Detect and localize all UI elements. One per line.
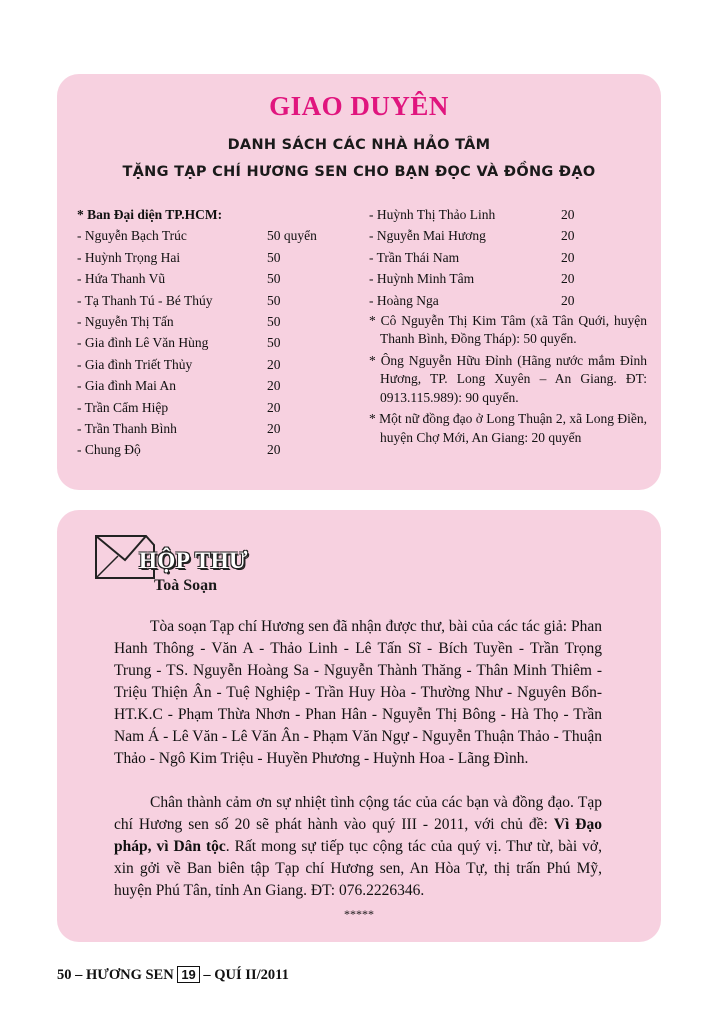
donor-name: - Nguyễn Mai Hương	[369, 228, 486, 244]
issue-number-badge: 19	[177, 966, 199, 983]
donor-amount: 20	[267, 399, 281, 415]
donor-column-left	[77, 204, 377, 461]
donor-entry	[77, 332, 377, 353]
donor-entry	[369, 204, 647, 225]
paragraph-text-start: Chân thành cảm ơn sự nhiệt tình cộng tác của các bạn và đồng đạo. Tạp chí Hương sen số 20 sẽ phát hành vào quý III - 2011, với chủ đề:	[114, 794, 602, 833]
page-footer	[57, 966, 289, 984]
end-ornament: *****	[344, 907, 374, 921]
donor-amount: 50	[267, 335, 281, 351]
donor-name: - Hoàng Nga	[369, 292, 439, 308]
donor-entry	[369, 268, 647, 289]
mailbox-panel	[57, 510, 661, 942]
theme-bold-text: Vì Đạo pháp, vì Dân tộc	[114, 816, 602, 855]
donor-entry	[369, 290, 647, 311]
mailbox-title: HỘP THƯ	[139, 548, 248, 573]
mailbox-paragraph-2	[114, 792, 602, 902]
donor-column-right	[369, 204, 647, 450]
donor-entry	[77, 225, 377, 246]
donor-entry	[77, 397, 377, 418]
donor-name: - Gia đình Mai An	[77, 378, 176, 394]
donor-entry	[77, 311, 377, 332]
donor-amount: 50	[267, 313, 281, 329]
donor-entry	[369, 247, 647, 268]
donor-name: - Gia đình Triết Thủy	[77, 356, 193, 372]
donor-name: - Huỳnh Thị Thảo Linh	[369, 207, 496, 222]
donor-amount: 20	[561, 228, 575, 244]
donor-group-heading: * Ban Đại diện TP.HCM:	[77, 207, 223, 222]
donor-name: - Gia đình Lê Văn Hùng	[77, 335, 209, 351]
donor-amount: 50	[267, 249, 281, 265]
section-subtitle-1: DANH SÁCH CÁC NHÀ HẢO TÂM	[227, 137, 491, 153]
donor-amount: 50 quyển	[267, 228, 317, 244]
paragraph-text-end: . Rất mong sự tiếp tục cộng tác của quý vị. Thư từ, bài vở, xin gởi về Ban biên tập Tạp chí Hương sen, An Hòa Tự, thị trấn Phú Mỹ, huyện Phú Tân, tỉnh An Giang. ĐT: 076.2226346.	[114, 838, 602, 899]
donor-amount: 20	[267, 356, 281, 372]
donor-name: - Nguyễn Bạch Trúc	[77, 228, 187, 244]
donor-entry	[77, 290, 377, 311]
footer-page-prefix: 50 – HƯƠNG SEN	[57, 967, 174, 983]
donor-amount: 20	[561, 292, 575, 308]
donor-name: - Trần Thanh Bình	[77, 420, 177, 436]
donor-note: * Cô Nguyễn Thị Kim Tâm (xã Tân Quới, huyện Thanh Bình, Đồng Tháp): 50 quyển.	[369, 312, 647, 347]
donor-amount: 20	[267, 442, 281, 458]
donor-amount: 20	[561, 207, 575, 222]
donor-note: * Một nữ đồng đạo ở Long Thuận 2, xã Long Điền, huyện Chợ Mới, An Giang: 20 quyển	[369, 411, 647, 445]
donor-amount: 20	[561, 271, 575, 287]
donor-name: - Huỳnh Trọng Hai	[77, 249, 181, 265]
mailbox-subtitle: Toà Soạn	[154, 577, 217, 594]
section-subtitle-2: TẶNG TẠP CHÍ HƯƠNG SEN CHO BẠN ĐỌC VÀ ĐỒNG ĐẠO	[122, 164, 596, 180]
donor-amount: 20	[267, 420, 281, 436]
section-title: GIAO DUYÊN	[269, 91, 449, 121]
donor-entry	[77, 247, 377, 268]
donor-amount: 20	[267, 378, 281, 394]
donor-entry	[77, 418, 377, 439]
donor-name: - Chung Độ	[77, 442, 141, 458]
donor-name: - Tạ Thanh Tú - Bé Thúy	[77, 292, 213, 308]
donor-amount: 50	[267, 292, 281, 308]
donor-name: - Hứa Thanh Vũ	[77, 271, 166, 287]
donor-list-panel	[57, 74, 661, 490]
donor-name: - Trần Thái Nam	[369, 249, 460, 265]
footer-suffix: – QUÍ II/2011	[203, 967, 289, 983]
donor-name: - Trần Cẩm Hiệp	[77, 399, 169, 415]
donor-name: - Nguyễn Thị Tấn	[77, 313, 174, 329]
donor-entry	[77, 268, 377, 289]
donor-entry	[77, 354, 377, 375]
donor-amount: 50	[267, 271, 281, 287]
donor-name: - Huỳnh Minh Tâm	[369, 271, 475, 287]
donor-entry	[77, 375, 377, 396]
mailbox-paragraph-1	[114, 616, 602, 770]
donor-note: * Ông Nguyễn Hữu Đỉnh (Hãng nước mắm Đỉnh Hương, TP. Long Xuyên – An Giang. ĐT: 0913.115.989): 90 quyển.	[369, 352, 647, 405]
donor-entry	[77, 439, 377, 460]
paragraph-text: Tòa soạn Tạp chí Hương sen đã nhận được thư, bài của các tác giả: Phan Hanh Thông - Văn A - Thảo Linh - Lê Tấn Sĩ - Bích Tuyền - Trần Trọng Trung - TS. Nguyễn Hoàng Sa - Nguyễn Thành Thăng - Thân Minh Thiêm - Triệu Thiện Ân - Tuệ Nghiệp - Trần Huy Hòa - Thường Như - Nguyên Bổn- HT.K.C - Phạm Thừa Nhơn - Phan Hân - Nguyễn Thị Bông - Hà Thọ - Trần Nam Á - Lê Văn - Lê Văn Ân - Phạm Văn Ngự - Nguyễn Thuận Thảo - Thuận Thảo - Ngô Kim Triệu - Huyền Phương - Huỳnh Hoa - Lãng Đình.	[114, 618, 602, 767]
donor-entry	[369, 225, 647, 246]
donor-amount: 20	[561, 249, 575, 265]
